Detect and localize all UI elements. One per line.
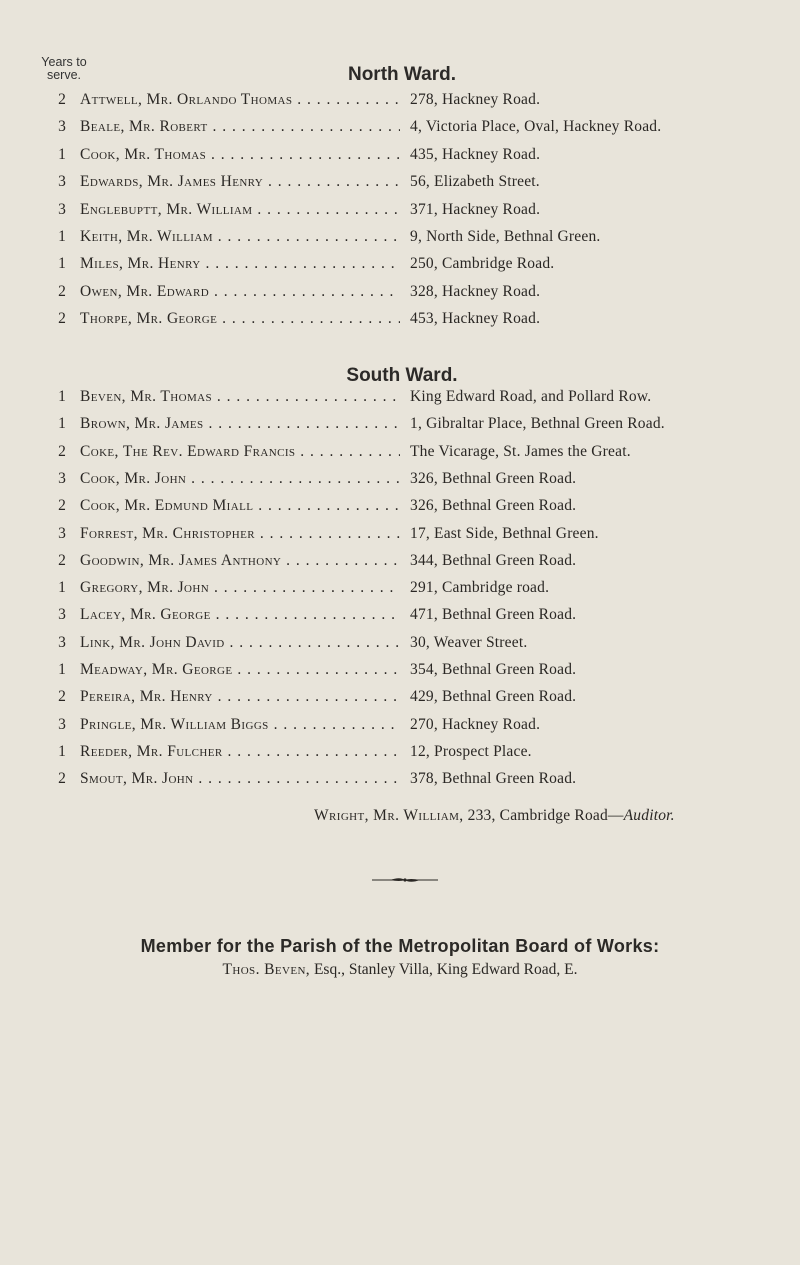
years-to-serve: 1 [58,255,66,273]
years-to-serve: 1 [58,228,66,245]
member-name: Gregory, Mr. John . . . [80,579,400,597]
south-ward-title: South Ward. [346,365,458,386]
years-to-serve-heading: Years to serve. [41,55,87,82]
member-row [0,525,800,549]
member-name: Cook, Mr. John . . . [80,470,400,488]
member-name: Pringle, Mr. William Biggs . . . [80,716,400,734]
member-address: 250, Cambridge Road. [410,255,555,273]
member-address: The Vicarage, St. James the Great. [410,442,631,460]
years-to-serve: 1 [58,145,66,163]
member-row [0,118,800,142]
member-address: 354, Bethnal Green Road. [410,661,577,678]
metropolitan-board-heading: Member for the Parish of the Metropolitan Board of Works: [140,936,660,956]
member-name: Goodwin, Mr. James Anthony . . . [80,552,400,570]
member-address: 17, East Side, Bethnal Green. [410,524,599,542]
member-row [0,770,800,794]
member-row [0,470,800,494]
metropolitan-board-member [0,961,800,979]
member-address: 378, Bethnal Green Road. [410,770,577,788]
member-address: 429, Bethnal Green Road. [410,688,577,706]
member-address: 12, Prospect Place. [410,742,532,760]
years-to-serve: 2 [58,688,66,706]
member-address: 453, Hackney Road. [410,310,541,328]
member-address: 30, Weaver Street. [410,633,528,651]
member-name: Thos. Beven, [222,961,311,978]
years-to-serve: 1 [58,415,66,433]
member-address: 278, Hackney Road. [410,91,541,108]
auditor-address: 233, Cambridge Road— [467,807,624,824]
member-address: 371, Hackney Road. [410,200,541,218]
member-name: Reeder, Mr. Fulcher . . . [80,743,400,761]
member-address: King Edward Road, and Pollard Row. [410,388,652,405]
years-to-serve: 3 [58,173,66,191]
member-address: 326, Bethnal Green Road. [410,497,577,515]
member-row [0,146,800,170]
member-name: Beale, Mr. Robert . . . [80,118,400,136]
member-row [0,552,800,576]
member-name: Brown, Mr. James . . . [80,415,400,433]
member-name: Meadway, Mr. George . . . [80,661,400,679]
years-to-serve: 2 [58,310,66,328]
member-address: 4, Victoria Place, Oval, Hackney Road. [410,118,662,136]
member-name: Coke, The Rev. Edward Francis . . . [80,443,400,461]
member-name: Cook, Mr. Thomas . . . [80,146,400,164]
member-address: 270, Hackney Road. [410,715,541,733]
member-row [0,661,800,685]
member-address: 1, Gibraltar Place, Bethnal Green Road. [410,415,665,433]
years-to-serve: 2 [58,551,66,569]
member-name: Miles, Mr. Henry . . . [80,255,400,273]
member-name: Lacey, Mr. George . . . [80,606,400,624]
member-address: 435, Hackney Road. [410,145,541,163]
member-row [0,716,800,740]
member-row [0,91,800,115]
member-row [0,606,800,630]
years-to-serve: 1 [58,661,66,678]
years-to-serve: 2 [58,282,66,300]
years-to-serve: 3 [58,200,66,218]
member-details: Esq., Stanley Villa, King Edward Road, E. [313,961,578,978]
member-name: Owen, Mr. Edward . . . [80,283,400,301]
member-row [0,310,800,334]
member-row [0,388,800,412]
member-address: 326, Bethnal Green Road. [410,469,577,487]
years-to-serve: 2 [58,770,66,788]
member-address: 471, Bethnal Green Road. [410,606,577,624]
member-row [0,497,800,521]
member-name: Englebuртt, Mr. William . . . [80,201,400,219]
years-to-serve: 1 [58,388,66,405]
member-row [0,228,800,252]
member-address: 344, Bethnal Green Road. [410,551,577,569]
years-to-serve: 2 [58,91,66,108]
member-name: Beven, Mr. Thomas . . . [80,388,400,406]
member-name: Pereira, Mr. Henry . . . [80,688,400,706]
ornamental-divider [370,876,440,884]
member-name: Cook, Mr. Edmund Miall . . . [80,497,400,515]
member-address: 328, Hackney Road. [410,282,541,300]
years-to-serve: 3 [58,524,66,542]
member-row [0,255,800,279]
years-to-serve: 3 [58,633,66,651]
member-name: Thorpe, Mr. George . . . [80,310,400,328]
years-to-serve: 1 [58,579,66,597]
years-to-serve: 3 [58,469,66,487]
member-name: Edwards, Mr. James Henry . . . [80,173,400,191]
member-name: Link, Mr. John David . . . [80,634,400,652]
member-name: Attwell, Mr. Orlando Thomas . . . [80,91,400,109]
member-name: Keith, Mr. William . . . [80,228,400,246]
member-row [0,201,800,225]
member-row [0,415,800,439]
member-row [0,443,800,467]
member-row [0,173,800,197]
years-to-serve: 3 [58,606,66,624]
years-to-serve: 1 [58,742,66,760]
member-row [0,688,800,712]
member-row [0,579,800,603]
member-address: 9, North Side, Bethnal Green. [410,228,601,245]
member-name: Smout, Mr. John . . . [80,770,400,788]
auditor-name: Wright, Mr. William, [314,807,464,824]
years-to-serve: 3 [58,118,66,136]
member-address: 56, Elizabeth Street. [410,173,540,191]
member-row [0,634,800,658]
member-address: 291, Cambridge road. [410,579,550,597]
years-to-serve: 2 [58,497,66,515]
north-ward-title: North Ward. [347,64,456,85]
years-to-serve: 3 [58,715,66,733]
member-row [0,283,800,307]
member-name: Forrest, Mr. Christopher . . . [80,525,400,543]
years-to-serve: 2 [58,442,66,460]
auditor-role: Auditor. [623,807,675,824]
auditor-line [314,807,675,825]
member-row [0,743,800,767]
